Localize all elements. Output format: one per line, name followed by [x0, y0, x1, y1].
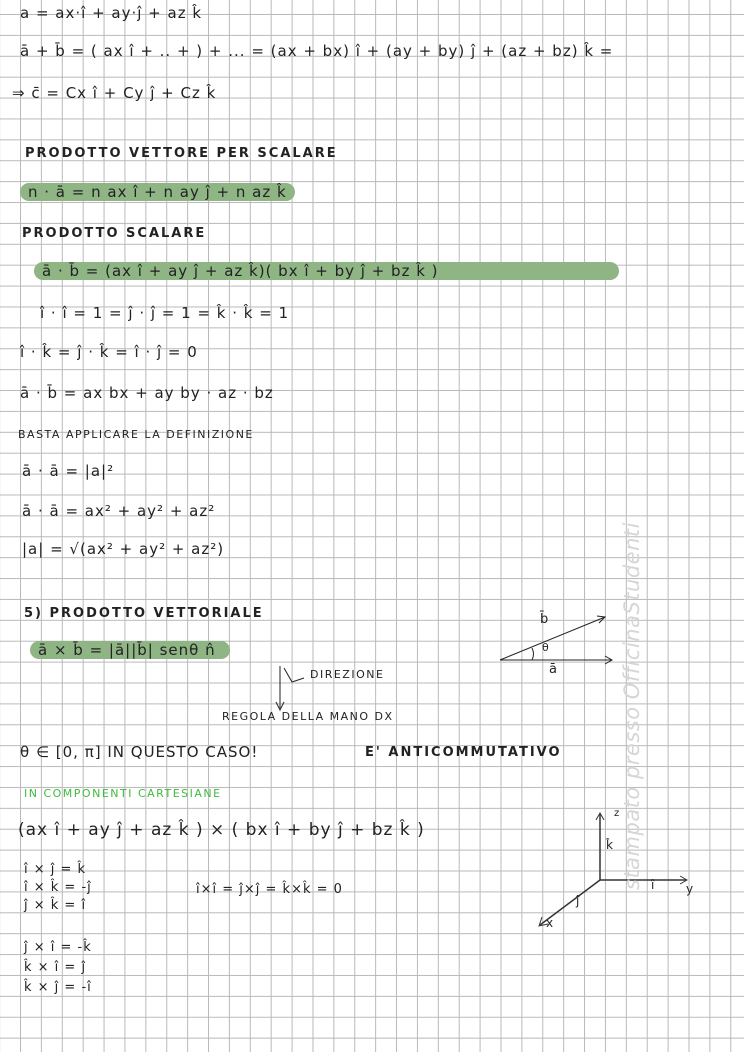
direction-arrows [270, 664, 310, 714]
axis-label-x: x [546, 916, 555, 930]
eq-kxj: k̂ × ĵ = -î [24, 980, 92, 995]
heading-cartesian: IN COMPONENTI CARTESIANE [24, 787, 222, 800]
axis-label-y: y [686, 882, 695, 896]
axis-label-k: k̂ [606, 838, 614, 852]
eq-jxk: ĵ × k̂ = î [24, 898, 87, 913]
eq-result-c: ⇒ c̄ = Cx î + Cy ĵ + Cz k̂ [12, 84, 217, 102]
eq-dot-components: ā · b̄ = ax bx + ay by · az · bz [20, 384, 274, 402]
label-right-hand-rule: REGOLA DELLA MANO DX [222, 710, 394, 723]
vector-angle-diagram [495, 600, 625, 680]
axis-label-i: î [651, 878, 656, 892]
eq-ixk: î × k̂ = -ĵ [24, 880, 92, 895]
axis-label-z: z [614, 808, 621, 819]
note-anticommutative: E' ANTICOMMUTATIVO [365, 745, 562, 760]
heading-scalar-product-vector: PRODOTTO VETTORE PER SCALARE [25, 146, 338, 161]
heading-dot-product: PRODOTTO SCALARE [22, 226, 207, 241]
diagram-label-theta: θ [542, 641, 550, 654]
eq-vector-components: a = ax·î + ay·ĵ + az k̂ [20, 4, 203, 22]
eq-jxi: ĵ × î = -k̂ [24, 940, 92, 955]
axes-diagram [530, 810, 700, 930]
formula-scalar-multiplication: n · ā = n ax î + n ay ĵ + n az k̂ [20, 183, 295, 201]
label-direction: DIREZIONE [310, 668, 385, 681]
eq-kxi: k̂ × î = ĵ [24, 960, 87, 975]
eq-self-dot: ā · ā = |a|² [22, 462, 115, 480]
eq-unit-dot-other: î · k̂ = ĵ · k̂ = î · ĵ = 0 [20, 343, 198, 361]
formula-cross-product: ā × b̄ = |ā||b̄| senθ n̂ [30, 641, 230, 659]
watermark: stampato presso OfficinaStudenti [620, 522, 644, 890]
eq-vector-sum: ā + b̄ = ( ax î + .. + ) + ... = (ax + bx) î + (ay + by) ĵ + (az + bz) k̂ = [20, 42, 614, 60]
formula-dot-product: ā · b̄ = (ax î + ay ĵ + az k̂)( bx î + by ĵ + bz k̂ ) [34, 262, 619, 280]
eq-ixj: î × ĵ = k̂ [24, 862, 87, 877]
note-definition: BASTA APPLICARE LA DEFINIZIONE [18, 428, 254, 441]
eq-magnitude: |a| = √(ax² + ay² + az²) [22, 540, 225, 558]
theta-range: θ ∈ [0, π] IN QUESTO CASO! [20, 743, 259, 761]
diagram-label-b: b̄ [540, 612, 550, 627]
axis-label-j: ĵ [576, 894, 581, 908]
eq-self-cross-zero: î×î = ĵ×ĵ = k̂×k̂ = 0 [196, 882, 343, 897]
heading-cross-product: 5) PRODOTTO VETTORIALE [24, 606, 264, 621]
diagram-label-a: ā [549, 662, 558, 677]
eq-self-dot-components: ā · ā = ax² + ay² + az² [22, 502, 216, 520]
eq-unit-dot-self: î · î = 1 = ĵ · ĵ = 1 = k̂ · k̂ = 1 [40, 304, 290, 322]
eq-cross-components: (ax î + ay ĵ + az k̂ ) × ( bx î + by ĵ + bz k̂ ) [18, 820, 425, 840]
